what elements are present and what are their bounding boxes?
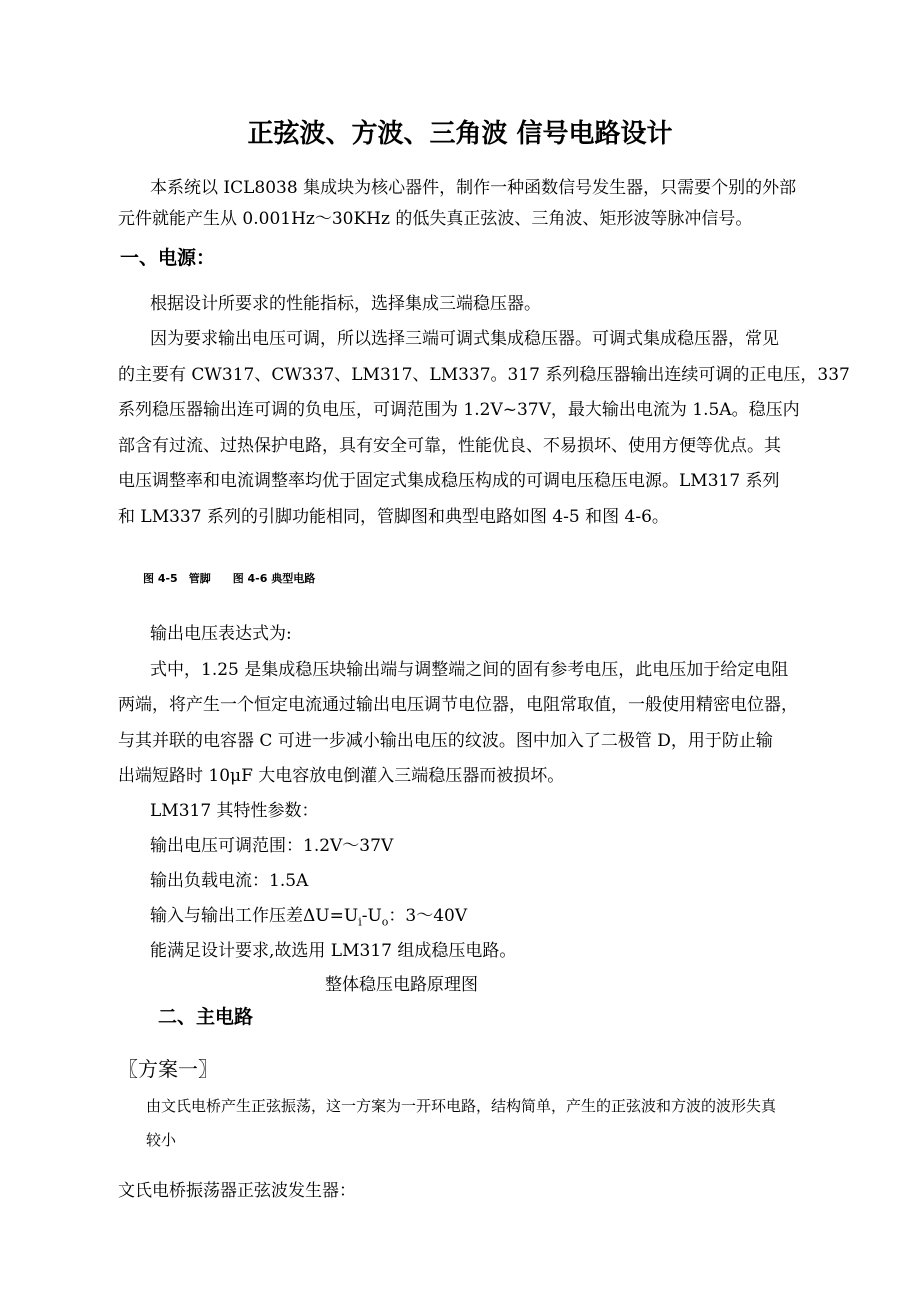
output-expression-label: 输出电压表达式为: — [150, 624, 292, 644]
schematic-caption: 整体稳压电路原理图 — [325, 975, 478, 995]
scheme-label: 〖方案一〗 — [118, 1057, 218, 1081]
section-heading-power: 一、电源： — [120, 247, 216, 269]
paragraph-regulator-choice: 根据设计所要求的性能指标，选择集成三端稳压器。 — [150, 294, 541, 314]
param-load-current: 输出负载电流：1.5A — [150, 871, 309, 891]
paragraph-line: 部含有过流、过热保护电路，具有安全可靠，性能优良、不易损坏、使用方便等优点。其 — [118, 436, 781, 456]
paragraph-line: 和 LM337 系列的引脚功能相同，管脚图和典型电路如图 4-5 和图 4-6。 — [118, 507, 669, 527]
paragraph-line: 出端短路时 10μF 大电容放电倒灌入三端稳压器而被损坏。 — [118, 766, 565, 786]
paragraph-line: 因为要求输出电压可调，所以选择三端可调式集成稳压器。可调式集成稳压器，常见 — [150, 329, 779, 349]
paragraph-line: 系列稳压器输出连可调的负电压，可调范围为 1.2V~37V，最大输出电流为 1.5A。稳压内 — [118, 400, 800, 420]
section-heading-main-circuit: 二、主电路 — [158, 1006, 254, 1028]
param-voltage-range: 输出电压可调范围：1.2V～37V — [150, 836, 394, 856]
param-voltage-difference: 输入与输出工作压差$\Delta U=U_i-U_o$：3～40V — [150, 906, 468, 929]
intro-line-1: 本系统以 ICL8038 集成块为核心器件，制作一种函数信号发生器，只需要个别的外部 — [150, 178, 797, 198]
page-title: 正弦波、方波、三角波 信号电路设计 — [247, 119, 673, 149]
intro-line-2: 元件就能产生从 0.001Hz～30KHz 的低失真正弦波、三角波、矩形波等脉冲信号。 — [118, 209, 753, 229]
figure-caption: 图 4-5 管脚 图 4-6 典型电路 — [143, 572, 316, 585]
conclusion: 能满足设计要求,故选用 LM317 组成稳压电路。 — [150, 941, 517, 961]
wien-bridge-heading: 文氏电桥振荡器正弦波发生器： — [118, 1181, 356, 1201]
paragraph-line: 式中，1.25 是集成稳压块输出端与调整端之间的固有参考电压，此电压加于给定电阻 — [150, 660, 789, 680]
paragraph-line: 电压调整率和电流调整率均优于固定式集成稳压构成的可调电压稳压电源。LM317 系列 — [118, 471, 780, 491]
paragraph-line: 与其并联的电容器 C 可进一步减小输出电压的纹波。图中加入了二极管 D，用于防止输 — [118, 731, 773, 751]
params-title: LM317 其特性参数： — [150, 801, 319, 821]
paragraph-line: 的主要有 CW317、CW337、LM317、LM337。317 系列稳压器输出连续可调的正电压，337 — [118, 365, 850, 385]
scheme-description-line-1: 由文氏电桥产生正弦振荡，这一方案为一开环电路，结构简单，产生的正弦波和方波的波形失真 — [146, 1097, 777, 1115]
scheme-description-line-2: 较小 — [146, 1131, 177, 1149]
paragraph-line: 两端，将产生一个恒定电流通过输出电压调节电位器，电阻常取值，一般使用精密电位器， — [118, 695, 798, 715]
